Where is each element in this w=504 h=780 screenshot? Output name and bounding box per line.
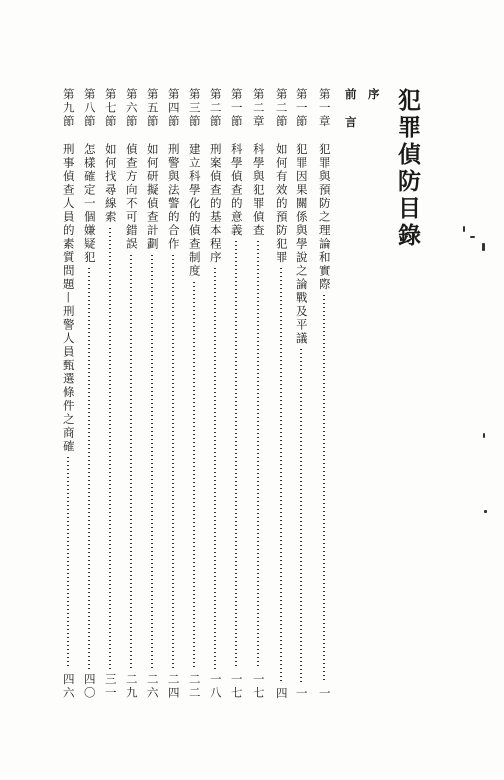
toc-entry-text: 刑案偵查的基本程序 — [208, 142, 223, 264]
toc-entry-page: 一八 — [208, 673, 223, 700]
toc-entry-label: 第一節 — [294, 88, 309, 129]
toc-entry-text: 刑警與法警的合作 — [166, 142, 181, 251]
toc-entry-page: 一 — [317, 686, 332, 700]
toc-section — [206, 88, 224, 700]
toc-entry-preface — [364, 88, 382, 700]
leader-dots — [88, 268, 90, 669]
toc-entry-text: 如何有效的預防犯罪 — [274, 142, 289, 264]
toc-chapter — [249, 88, 267, 700]
leader-dots — [130, 255, 132, 670]
toc-entry-label: 第五節 — [145, 88, 160, 129]
toc-entry-page: 三一 — [103, 673, 118, 700]
scan-mark — [470, 236, 475, 238]
page-title: 犯罪偵防目錄 — [394, 88, 420, 250]
toc-section — [122, 88, 140, 700]
toc-entry-text: 科學偵查的意義 — [229, 142, 244, 237]
toc-section — [292, 88, 310, 700]
toc-entry-page: 二九 — [124, 673, 139, 700]
toc-section — [143, 88, 161, 700]
toc-entry-text: 如何找尋線索 — [103, 142, 118, 224]
toc-entry-text: 偵查方向不可錯誤 — [124, 142, 139, 251]
toc-section — [59, 88, 77, 700]
toc-chapter — [315, 88, 333, 700]
toc-entry-page: 四 — [274, 686, 289, 700]
toc-entry-page: 四〇 — [82, 673, 97, 700]
toc-entry-label: 第二章 — [251, 88, 266, 129]
toc-section — [80, 88, 98, 700]
toc-entry-page: 二六 — [145, 673, 160, 700]
toc-entry-label: 序 — [366, 88, 381, 102]
leader-dots — [280, 268, 282, 683]
leader-dots — [193, 282, 195, 670]
toc-entry-label: 第四節 — [166, 88, 181, 129]
toc-entry-page: 一 — [294, 686, 309, 700]
toc-entry-text: 如何研擬偵查計劃 — [145, 142, 160, 251]
leader-dots — [67, 457, 69, 669]
toc-entry-page: 二二 — [187, 673, 202, 700]
toc-entry-label: 第二節 — [208, 88, 223, 129]
leader-dots — [323, 295, 325, 683]
scan-mark — [483, 433, 485, 438]
toc-section — [272, 88, 290, 700]
scan-mark — [463, 226, 465, 232]
toc-section — [227, 88, 245, 700]
toc-entry-text: 刑事偵查人員的素質問題—刑警人員甄選條件之商確 — [61, 142, 76, 453]
toc-entry-text: 犯罪與預防之理論和實際 — [317, 142, 332, 291]
toc-entry-label: 第二節 — [274, 88, 289, 129]
toc-entry-label: 第一節 — [229, 88, 244, 129]
toc-entry-label: 第三節 — [187, 88, 202, 129]
toc-entry-page: 一七 — [251, 673, 266, 700]
toc-entry-text: 犯罪因果關係與學說之論戰及平議 — [294, 142, 309, 345]
toc-entry-label: 第一章 — [317, 88, 332, 129]
leader-dots — [257, 241, 259, 669]
leader-dots — [151, 255, 153, 670]
toc-entry-label: 第九節 — [61, 88, 76, 129]
toc-entry-label: 前 — [343, 88, 358, 102]
toc-entry-page: 二四 — [166, 673, 181, 700]
toc-entry-foreword — [341, 88, 359, 700]
leader-dots — [109, 228, 111, 670]
toc-entry-text: 建立科學化的偵查制度 — [187, 142, 202, 278]
toc-entry-label: 第六節 — [124, 88, 139, 129]
leader-dots — [300, 349, 302, 683]
toc-section — [185, 88, 203, 700]
leader-dots — [214, 268, 216, 669]
toc-section — [101, 88, 119, 700]
toc-entry-page: 四六 — [61, 673, 76, 700]
leader-dots — [235, 241, 237, 669]
scan-mark — [484, 510, 487, 513]
toc-entry-text: 科學與犯罪偵查 — [251, 142, 266, 237]
scan-mark — [482, 243, 485, 251]
toc-entry-text: 言 — [343, 115, 358, 129]
toc-entry-label: 第八節 — [82, 88, 97, 129]
toc-entry-label: 第七節 — [103, 88, 118, 129]
leader-dots — [172, 255, 174, 670]
toc-entry-text: 怎樣確定一個嫌疑犯 — [82, 142, 97, 264]
toc-entry-page: 一七 — [229, 673, 244, 700]
toc-section — [164, 88, 182, 700]
